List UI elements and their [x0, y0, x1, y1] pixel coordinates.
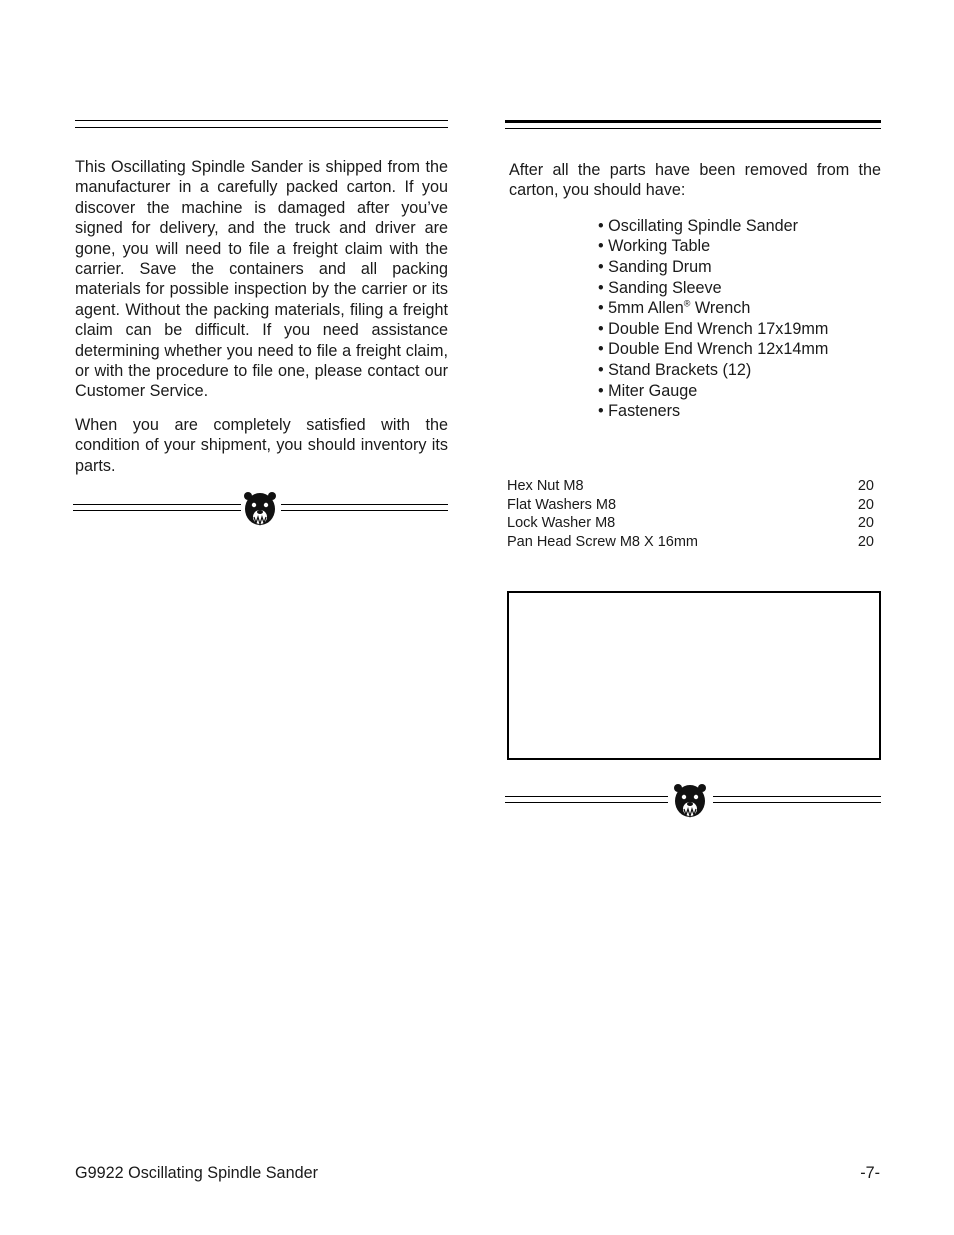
bear-head-icon: [673, 782, 707, 822]
table-row: [507, 514, 874, 533]
list-item: • Sanding Sleeve: [598, 278, 881, 299]
list-item: • Oscillating Spindle Sander: [598, 216, 881, 237]
fastener-qty: 20: [857, 533, 874, 550]
table-row: [507, 496, 874, 515]
page-number: -7-: [860, 1164, 880, 1182]
registered-mark: ®: [683, 298, 691, 309]
fastener-qty: 20: [857, 515, 874, 532]
table-row: [507, 477, 874, 496]
right-column: [505, 120, 881, 422]
list-item: • Fasteners: [598, 401, 881, 422]
section-divider: [505, 782, 881, 822]
list-item: • Working Table: [598, 236, 881, 257]
fastener-table: [507, 477, 874, 551]
list-item: • Double End Wrench 17x19mm: [598, 319, 881, 340]
notice-box: [507, 591, 881, 760]
list-item: • Stand Brackets (12): [598, 360, 881, 381]
shipping-paragraph: This Oscillating Spindle Sander is shipped from the manufacturer in a carefully packed carton. If you discover the machine is damaged after you’ve signed for delivery, and the truck and driver are gone, you will need to file a freight claim with the carrier. Save the containers and all packing materials for possible inspection by the carrier or its agent. Without the packing materials, filing a freight claim can be difficult. If you need assistance determining whether you need to file a freight claim, or with the procedure to file one, please contact our Customer Service.: [75, 158, 448, 401]
fastener-qty: 20: [857, 478, 874, 494]
list-item: • Sanding Drum: [598, 257, 881, 278]
list-item: • Double End Wrench 12x14mm: [598, 339, 881, 360]
section-divider: [73, 490, 448, 530]
section-header-rule: [505, 120, 881, 129]
inventory-list: [598, 216, 881, 422]
list-item: • Miter Gauge: [598, 381, 881, 402]
list-item: • 5mm Allen® Wrench: [598, 298, 881, 319]
fastener-qty: 20: [857, 496, 874, 513]
inventory-intro: After all the parts have been removed from the carton, you should have:: [509, 161, 881, 200]
fastener-name: Hex Nut M8: [507, 478, 584, 494]
fastener-name: Pan Head Screw M8 X 16mm: [507, 533, 698, 550]
bear-head-icon: [243, 490, 277, 530]
section-header-rule: [75, 120, 448, 128]
table-row: [507, 533, 874, 552]
footer-title: G9922 Oscillating Spindle Sander: [75, 1164, 318, 1182]
left-column: [75, 120, 448, 476]
inventory-paragraph: When you are completely satisfied with the condition of your shipment, you should inventory its parts.: [75, 415, 448, 475]
fastener-name: Lock Washer M8: [507, 515, 616, 532]
fastener-name: Flat Washers M8: [507, 496, 617, 513]
